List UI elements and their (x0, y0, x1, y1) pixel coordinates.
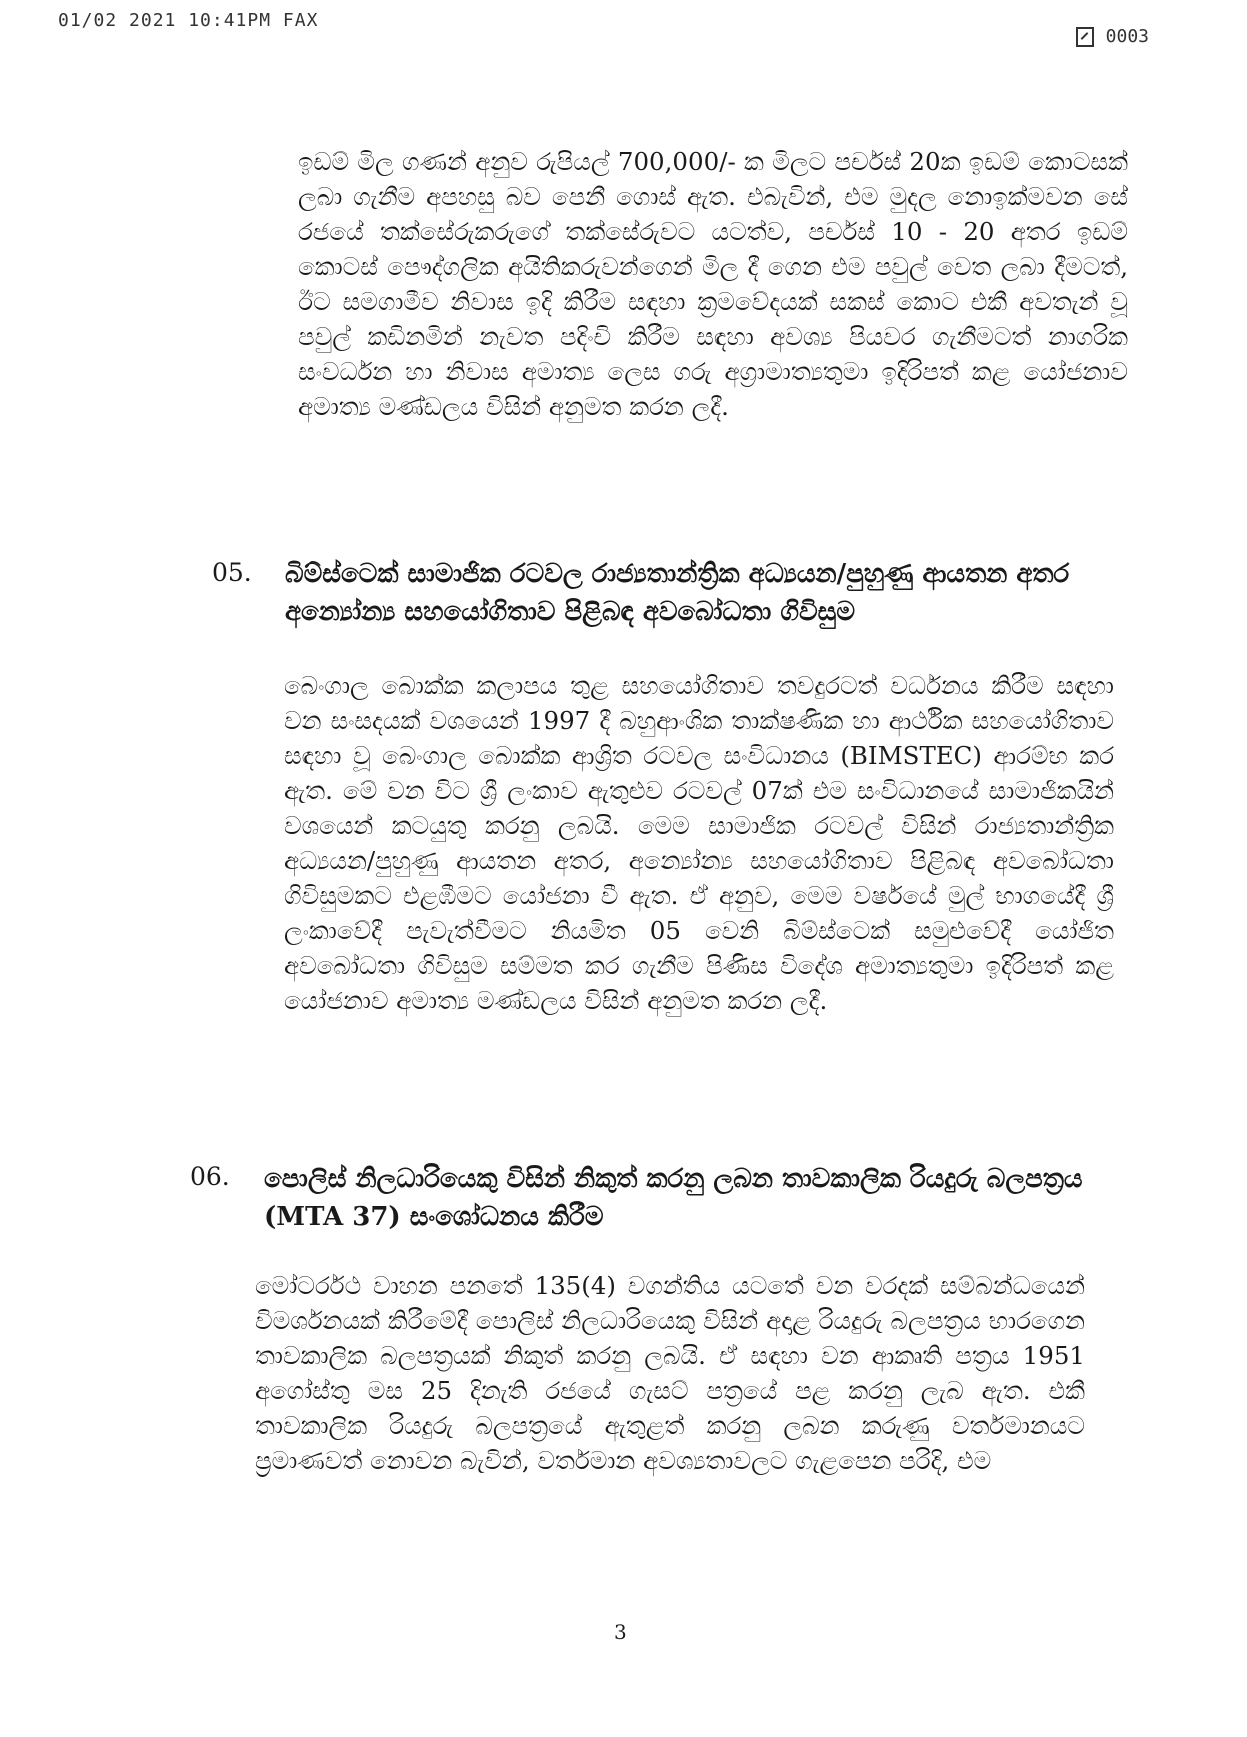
fax-checkbox-icon (1076, 27, 1094, 47)
intro-paragraph: ඉඩම් මිල ගණන් අනුව රුපියල් 700,000/- ක මිලට පර්චස් 20ක ඉඩම් කොටසක් ලබා ගැනීම අපහසු බව පෙනී ගොස් ඇත. එබැවින්, එම මුදල නොඉක්මවන සේ රජයේ තක්සේරුකරුගේ තක්සේරුවට යටත්ව, පර්චස් 10 - 20 අතර ඉඩම් කොටස් පෞද්ගලික අයිතිකරුවන්ගෙන් මිල දී ගෙන එම පවුල් වෙත ලබා දීමටත්, ඊට සමගාමීව නිවාස ඉදි කිරීම සඳහා ක්‍රමවේදයක් සකස් කොට එකී අවතැන් වූ පවුල් කඩිනමින් නැවත පදිංචි කිරීම සඳහා අවශ්‍ය පියවර ගැනීමටත් නාගරික සංවර්ධන හා නිවාස අමාත්‍ය ලෙස ගරු අග්‍රාමාත්‍යතුමා ඉදිරිපත් කළ යෝජනාව අමාත්‍ය මණ්ඩලය විසින් අනුමත කරන ලදී. (298, 147, 1128, 421)
fax-header-line: 01/02 2021 10:41PM FAX (58, 10, 319, 31)
section-title: බිම්ස්ටෙක් සාමාජික රටවල රාජ්‍යතාන්ත්‍රික අධ්‍යයන/පුහුණු ආයතන අතර අන්‍යෝන්‍ය සහයෝගිතාව පිළිබඳ අවබෝධතා ගිවිසුම (285, 559, 1070, 627)
section-number: 06. (190, 1162, 230, 1191)
section-title: පොලිස් නිලධාරියෙකු විසින් නිකුත් කරනු ලබන තාවකාලික රියදුරු බලපත්‍රය (MTA 37) සංශෝධනය කිරීම (264, 1164, 1083, 1232)
section-number: 05. (212, 558, 252, 587)
section-05-body: බෙංගාල බොක්ක කලාපය තුළ සහයෝගිතාව තවදුරටත් වර්ධනය කිරීම සඳහා වන සංසදයක් වශයෙන් 1997 දී බහුආංශික තාක්ෂණික හා ආර්ථික සහයෝගිතාව සඳහා වූ බෙංගාල බොක්ක ආශ්‍රිත රටවල සංවිධානය (BIMSTEC) ආරම්භ කර ඇත. මේ වන විට ශ්‍රී ලංකාව ඇතුළුව රටවල් 07ක් එම සංවිධානයේ සාමාජිකයින් වශයෙන් කටයුතු කරනු ලබයි. මෙම සාමාජික රටවල් විසින් රාජ්‍යතාන්ත්‍රික අධ්‍යයන/පුහුණු ආයතන අතර, අන්‍යෝන්‍ය සහයෝගිතාව පිළිබඳ අවබෝධතා ගිවිසුමකට එළඹීමට යෝජනා වී ඇත. ඒ අනුව, මෙම වර්ෂයේ මුල් භාගයේදී ශ්‍රී ලංකාවේදී පැවැත්වීමට නියමිත 05 වෙනි බිම්ස්ටෙක් සමුළුවේදී යෝජිත අවබෝධතා ගිවිසුම සම්මත කර ගැනීම පිණිස විදේශ අමාත්‍යතුමා ඉදිරිපත් කළ යෝජනාව අමාත්‍ය මණ්ඩලය විසින් අනුමත කරන ලදී. (284, 671, 1114, 1015)
fax-page-indicator (1076, 26, 1149, 47)
page-number: 3 (614, 1620, 627, 1644)
fax-page-code: 0003 (1105, 26, 1149, 47)
section-06-body: මෝටර්රථ වාහන පනතේ 135(4) වගන්තිය යටතේ වන වරදක් සම්බන්ධයෙන් විමර්ශනයක් කිරීමේදී පොලිස් නිලධාරියෙකු විසින් අදාළ රියදුරු බලපත්‍රය භාරගෙන තාවකාලික බලපත්‍රයක් නිකුත් කරනු ලබයි. ඒ සඳහා වන ආකෘති පත්‍රය 1951 අගෝස්තු මස 25 දිනැති රජයේ ගැසට් පත්‍රයේ පළ කරනු ලැබ ඇත. එකී තාවකාලික රියදුරු බලපත්‍රයේ ඇතුළත් කරනු ලබන කරුණු වර්තමානයට ප්‍රමාණවත් නොවන බැවින්, වර්තමාන අවශ්‍යතාවලට ගැළපෙන පරිදි, එම (255, 1271, 1085, 1475)
